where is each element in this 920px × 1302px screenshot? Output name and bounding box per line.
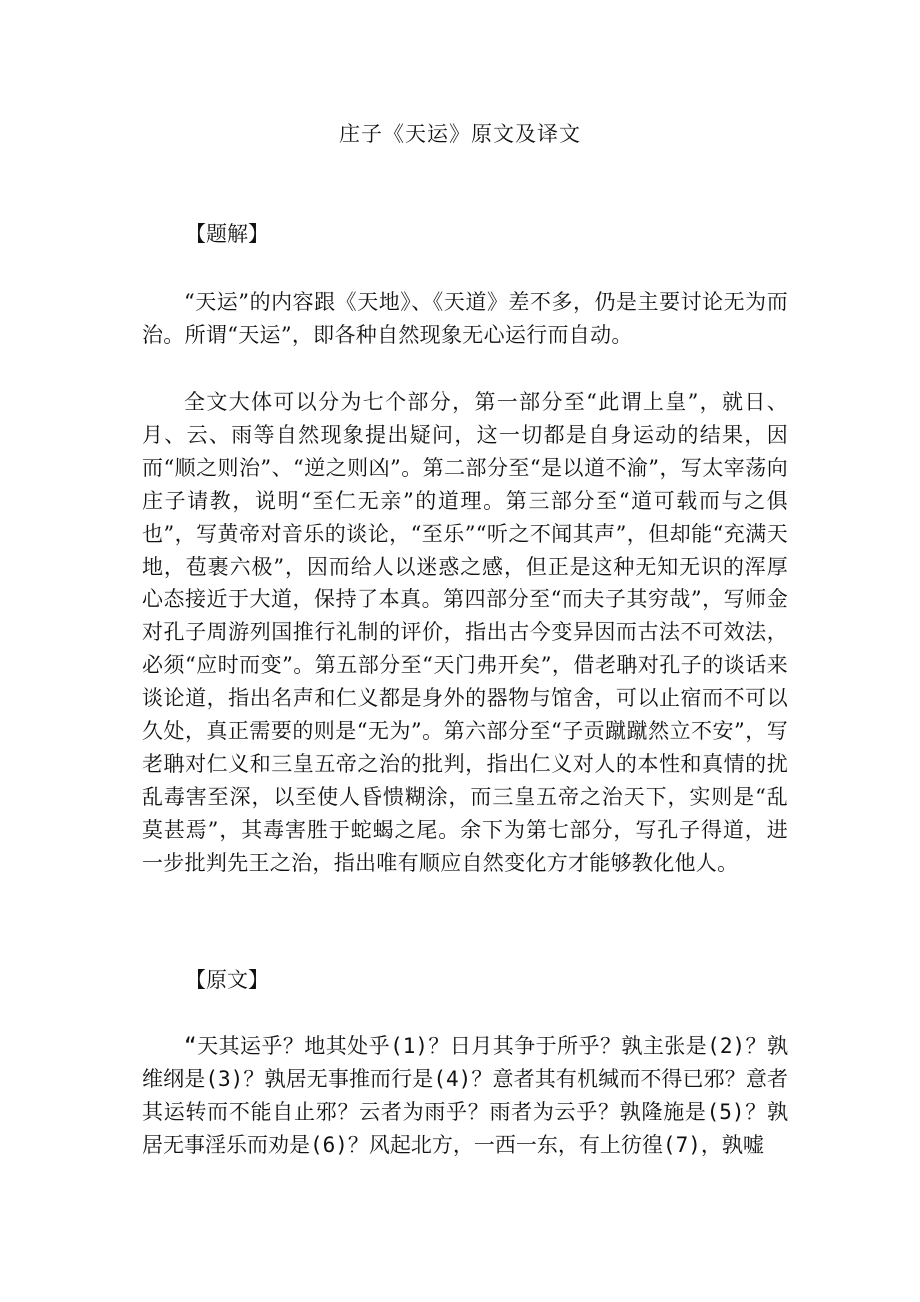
original-text-paragraph: “天其运乎？地其处乎(1)？日月其争于所乎？孰主张是(2)？孰维纲是(3)？孰居无事推而行是(4)？意者其有机缄而不得已邪？意者其运转而不能自止邪？云者为雨乎？雨者为云乎？孰隆施是(5)？孰居无事淫乐而劝是(6)？风起北方，一西一东，有上彷徨(7)，孰嘘 xyxy=(142,1034,788,1157)
section-heading-yuanwen: 【原文】 xyxy=(185,968,269,992)
structure-paragraph: 全文大体可以分为七个部分，第一部分至“此谓上皇”，就日、月、云、雨等自然现象提出疑问，这一切都是自身运动的结果，因而“顺之则治”、“逆之则凶”。第二部分至“是以道不渝”，写太宰荡向庄子请教，说明“至仁无亲”的道理。第三部分至“道可载而与之俱也”，写黄帝对音乐的谈论，“至乐”“听之不闻其声”，但却能“充满天地，苞裹六极”，因而给人以迷惑之感，但正是这种无知无识的浑厚心态接近于大道，保持了本真。第四部分至“而夫子其穷哉”，写师金对孔子周游列国推行礼制的评价，指出古今变异因而古法不可效法，必须“应时而变”。第五部分至“天门弗开矣”，借老聃对孔子的谈话来谈论道，指出名声和仁义都是身外的器物与馆舍，可以止宿而不可以久处，真正需要的则是“无为”。第六部分至“子贡蹴蹴然立不安”，写老聃对仁义和三皇五帝之治的批判，指出仁义对人的本性和真情的扰乱毒害至深，以至使人昏愦糊涂，而三皇五帝之治天下，实则是“乱莫甚焉”，其毒害胜于蛇蝎之尾。余下为第七部分，写孔子得道，进一步批判先王之治，指出唯有顺应自然变化方才能够教化他人。 xyxy=(142,390,788,875)
section-heading-tijie: 【题解】 xyxy=(185,222,269,246)
document-title: 庄子《天运》原文及译文 xyxy=(339,122,581,146)
intro-paragraph: “天运”的内容跟《天地》、《天道》差不多，仍是主要讨论无为而治。所谓“天运”，即各种自然现象无心运行而自动。 xyxy=(142,290,788,347)
